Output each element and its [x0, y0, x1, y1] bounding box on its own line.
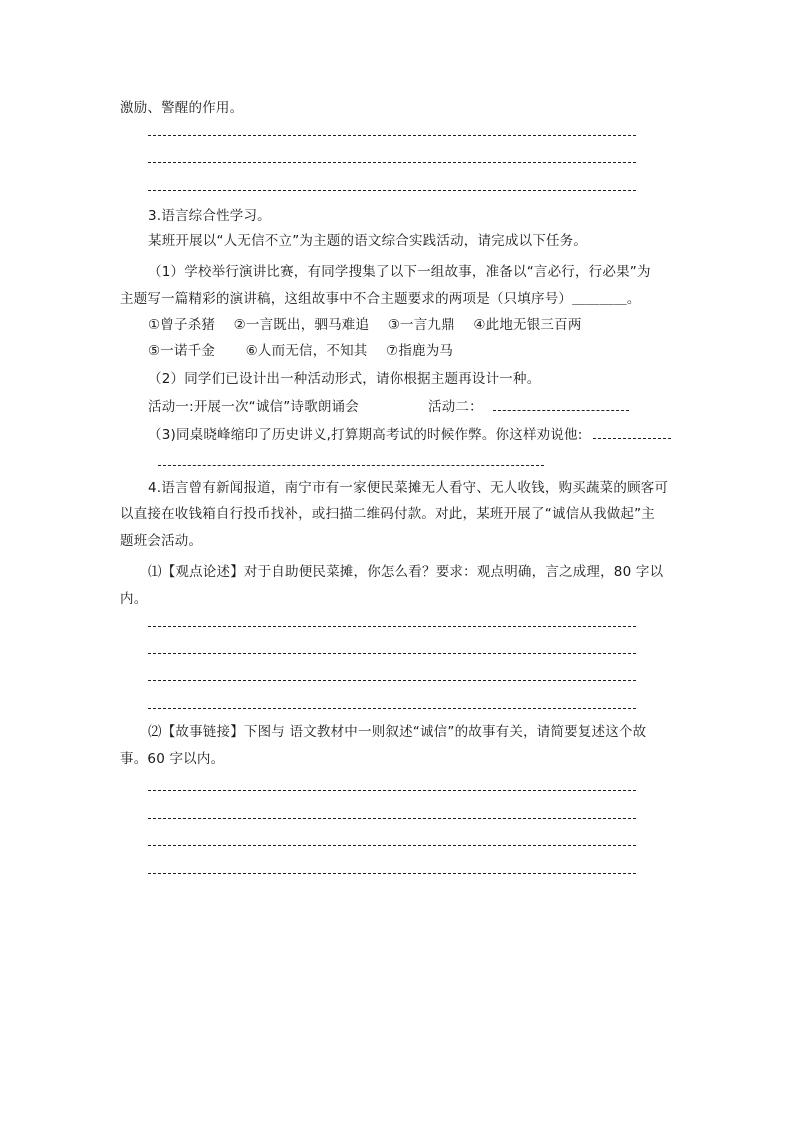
answer-line[interactable] — [148, 190, 636, 191]
part3-answer-line-2[interactable] — [158, 465, 544, 466]
q4-line3: 题班会活动。 — [120, 533, 203, 549]
q3-part1-line2: 主题写一篇精彩的演讲稿，这组故事中不合主题要求的两项是（只填序号）＿＿＿＿。 — [120, 291, 641, 307]
q3-part2: （2）同学们已设计出一种活动形式，请你根据主题再设计一种。 — [148, 371, 541, 387]
q3-part1-line1: （1）学校举行演讲比赛，有同学搜集了以下一组故事，准备以“言必行，行必果”为 — [148, 264, 651, 280]
option-item: ①曾子杀猪 — [148, 317, 216, 333]
q3-part3: （3)同桌晓峰缩印了历史讲义,打算期高考试的时候作弊。你这样劝说他: — [148, 427, 583, 443]
q4-line1: 4.语言曾有新闻报道，南宁市有一家便民菜摊无人看守、无人收钱，购买蔬菜的顾客可 — [148, 480, 669, 496]
q4-line2: 以直接在收钱箱自行投币找补，或扫描二维码付款。对此，某班开展了“诚信从我做起”主 — [120, 506, 655, 522]
q3-title: 3.语言综合性学习。 — [148, 208, 271, 224]
answer-line[interactable] — [148, 626, 636, 627]
q4-sub2-line1: ⑵【故事链接】下图与 语文教材中一则叙述“诚信”的故事有关，请简要复述这个故 — [148, 724, 647, 740]
option-item: ⑥人而无信，不知其 — [245, 343, 368, 359]
q3-options-row2 — [148, 342, 467, 360]
answer-line[interactable] — [148, 708, 636, 709]
q4-sub2-line2: 事。60 字以内。 — [120, 751, 225, 767]
activity2-answer-line[interactable] — [493, 410, 629, 411]
answer-line[interactable] — [148, 135, 636, 136]
option-item: ⑤一诺千金 — [148, 343, 216, 359]
q3-activity2-label: 活动二： — [428, 399, 483, 415]
q3-options-row1 — [148, 316, 596, 334]
answer-line[interactable] — [148, 790, 636, 791]
option-item: ⑦指鹿为马 — [386, 343, 454, 359]
intro-tail-text: 激励、警醒的作用。 — [120, 100, 244, 116]
q3-intro: 某班开展以“人无信不立”为主题的语文综合实践活动，请完成以下任务。 — [148, 233, 588, 249]
option-item: ②一言既出，驷马难追 — [233, 317, 370, 333]
option-item: ③一言九鼎 — [387, 317, 455, 333]
q4-sub1-line2: 内。 — [120, 591, 148, 607]
part3-answer-line[interactable] — [593, 438, 671, 439]
answer-line[interactable] — [148, 653, 636, 654]
answer-line[interactable] — [148, 873, 636, 874]
q4-sub1-line1: ⑴【观点论述】对于自助便民菜摊，你怎么看？要求：观点明确，言之成理，80 字以 — [148, 564, 664, 580]
answer-line[interactable] — [148, 845, 636, 846]
option-item: ④此地无银三百两 — [473, 317, 582, 333]
answer-line[interactable] — [148, 818, 636, 819]
answer-line[interactable] — [148, 162, 636, 163]
answer-line[interactable] — [148, 680, 636, 681]
q3-activity1: 活动一:开展一次“诚信”诗歌朗诵会 — [148, 399, 359, 415]
